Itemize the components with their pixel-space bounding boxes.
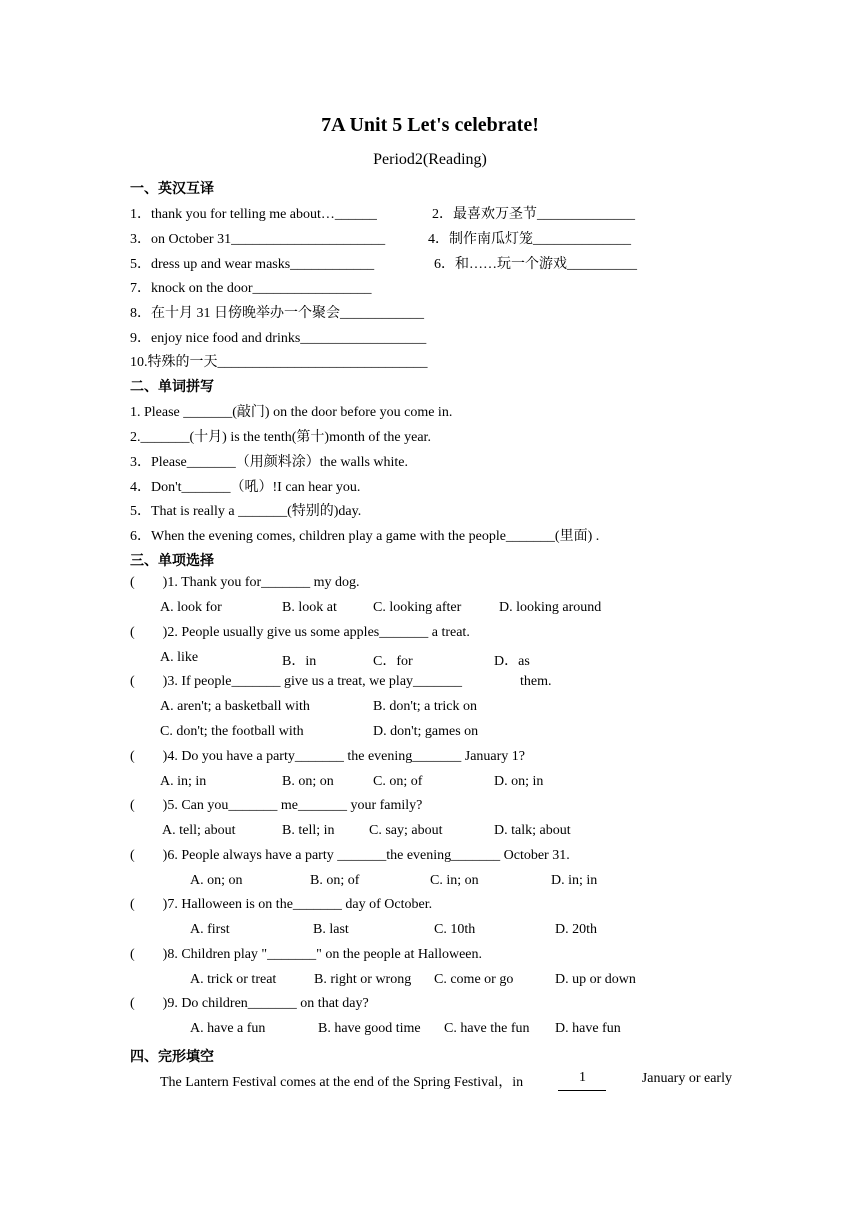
section-heading-choice: 三、单项选择 (130, 553, 214, 569)
choice-option-2a: A. like (160, 650, 199, 665)
choice-stem-7: ( )7. Halloween is on the_______ day of October. (130, 897, 433, 912)
choice-stem-8: ( )8. Children play "_______" on the people at Halloween. (130, 947, 483, 962)
translation-item-6: 6．和……玩一个游戏__________ (434, 257, 637, 272)
choice-option-3c: C. don't; the football with (160, 724, 304, 739)
cloze-text-before: The Lantern Festival comes at the end of the Spring Festival，in (160, 1075, 524, 1090)
choice-option-7a: A. first (190, 922, 230, 937)
translation-item-1: 1．thank you for telling me about…______ (130, 207, 377, 222)
spelling-item-4: 4．Don't_______（吼）!I can hear you. (130, 480, 361, 495)
choice-option-5a: A. tell; about (162, 823, 236, 838)
choice-option-6c: C. in; on (430, 873, 479, 888)
translation-item-7: 7．knock on the door_________________ (130, 281, 372, 296)
spelling-item-6: 6．When the evening comes, children play a game with the people_______(里面) . (130, 529, 600, 544)
choice-option-5b: B. tell; in (282, 823, 335, 838)
translation-item-3: 3．on October 31______________________ (130, 232, 386, 247)
section-heading-cloze: 四、完形填空 (130, 1049, 214, 1065)
choice-option-1a: A. look for (160, 600, 222, 615)
choice-option-3d: D. don't; games on (373, 724, 479, 739)
spelling-item-3: 3．Please_______（用颜料涂）the walls white. (130, 455, 409, 470)
choice-option-8b: B. right or wrong (314, 972, 412, 987)
translation-item-5: 5．dress up and wear masks____________ (130, 257, 375, 272)
choice-stem-4: ( )4. Do you have a party_______ the evening_______ January 1? (130, 749, 526, 764)
choice-option-4a: A. in; in (160, 774, 207, 789)
page-title: 7A Unit 5 Let's celebrate! (321, 114, 539, 136)
choice-option-7c: C. 10th (434, 922, 476, 937)
choice-option-1c: C. looking after (373, 600, 462, 615)
choice-stem-5: ( )5. Can you_______ me_______ your family? (130, 798, 423, 813)
choice-option-6b: B. on; of (310, 873, 360, 888)
spelling-item-1: 1. Please _______(敲门) on the door before you come in. (130, 405, 453, 420)
choice-option-9a: A. have a fun (190, 1021, 266, 1036)
choice-option-9c: C. have the fun (444, 1021, 530, 1036)
choice-option-6d: D. in; in (551, 873, 598, 888)
cloze-first-line (160, 1071, 732, 1091)
choice-option-7b: B. last (313, 922, 349, 937)
translation-item-10: 10.特殊的一天______________________________ (130, 355, 428, 370)
page-subtitle: Period2(Reading) (373, 151, 487, 168)
choice-stem-6: ( )6. People always have a party _______the evening_______ October 31. (130, 848, 570, 863)
choice-stem-9: ( )9. Do children_______ on that day? (130, 996, 369, 1011)
choice-option-2d: D．as (494, 654, 530, 669)
spelling-item-5: 5．That is really a _______(特别的)day. (130, 504, 362, 519)
choice-option-5d: D. talk; about (494, 823, 571, 838)
translation-item-9: 9．enjoy nice food and drinks__________________ (130, 331, 427, 346)
choice-stem-2: ( )2. People usually give us some apples_______ a treat. (130, 625, 470, 640)
spelling-item-2: 2._______(十月) is the tenth(第十)month of the year. (130, 430, 431, 445)
choice-option-3a: A. aren't; a basketball with (160, 699, 310, 714)
choice-option-1b: B. look at (282, 600, 337, 615)
choice-option-2c: C．for (373, 654, 413, 669)
section-heading-translation: 一、英汉互译 (130, 181, 214, 197)
choice-option-2b: B．in (282, 654, 317, 669)
choice-option-4c: C. on; of (373, 774, 423, 789)
choice-option-6a: A. on; on (190, 873, 243, 888)
section-heading-spelling: 二、单词拼写 (130, 379, 214, 395)
translation-item-2: 2．最喜欢万圣节______________ (432, 207, 635, 222)
choice-stem-1: ( )1. Thank you for_______ my dog. (130, 575, 360, 590)
choice-option-4d: D. on; in (494, 774, 544, 789)
choice-option-5c: C. say; about (369, 823, 443, 838)
translation-item-4: 4．制作南瓜灯笼______________ (428, 232, 631, 247)
choice-stem-3-tail: them. (520, 674, 552, 689)
choice-option-9d: D. have fun (555, 1021, 621, 1036)
cloze-blank-1: 1 (558, 1071, 606, 1091)
cloze-text-after: January or early (641, 1071, 732, 1086)
choice-option-4b: B. on; on (282, 774, 334, 789)
choice-stem-3: ( )3. If people_______ give us a treat, we play_______ (130, 674, 463, 689)
choice-option-8c: C. come or go (434, 972, 514, 987)
choice-option-9b: B. have good time (318, 1021, 421, 1036)
choice-option-1d: D. looking around (499, 600, 602, 615)
choice-option-8d: D. up or down (555, 972, 636, 987)
choice-option-7d: D. 20th (555, 922, 597, 937)
choice-option-8a: A. trick or treat (190, 972, 277, 987)
choice-option-3b: B. don't; a trick on (373, 699, 478, 714)
translation-item-8: 8．在十月 31 日傍晚举办一个聚会____________ (130, 306, 424, 321)
